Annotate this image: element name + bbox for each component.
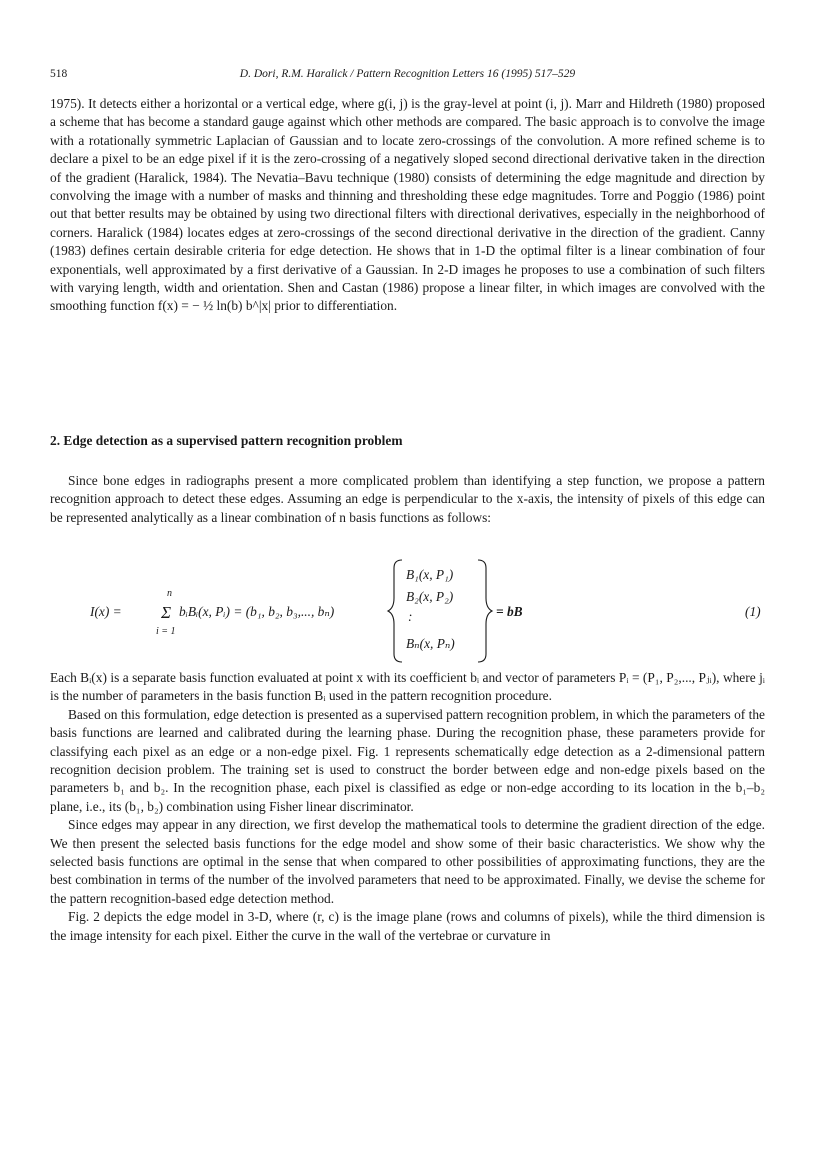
sum-lower-limit: i = 1 bbox=[156, 626, 176, 637]
vector-entry-n: Bₙ(x, Pₙ) bbox=[406, 636, 455, 651]
paragraph-basis-definition: Each Bᵢ(x) is a separate basis function evaluated at point x with its coefficient bᵢ and vector of parameters Pᵢ = (P₁, P₂,..., Pⱼᵢ), where jᵢ is the number of parameters in the basis function Bᵢ used in the pattern recognition procedure. bbox=[50, 670, 765, 704]
paragraph-supervised: Based on this formulation, edge detection is presented as a supervised pattern recognition problem, in which the parameters of the basis functions are learned and calibrated during the learning phase. During the recognition phase, these parameters provide for classifying each pixel as an edge or a non-edge pixel. Fig. 1 represents schematically edge detection as a 2-dimensional pattern recognition decision problem. The training set is used to construct the border between edge and non-edge pixels based on the parameters b₁ and b₂. In the recognition phase, each pixel is classified as edge or non-edge according to its location in the b₁–b₂ plane, i.e., its (b₁, b₂) combination using Fisher linear discriminator. bbox=[50, 706, 765, 814]
vector-entry-2: B₂(x, P₂) bbox=[406, 589, 454, 604]
intro-paragraph: 1975). It detects either a horizontal or a vertical edge, where g(i, j) is the gray-level at point (i, j). Marr and Hildreth (1980) proposed a scheme that has become a standard gauge against which other methods are compared. The basic approach is to convolve the image with a rotationally symmetric Laplacian of Gaussian and to locate zero-crossings of the convolution. A more refined scheme is to declare a pixel to be an edge pixel if it is the zero-crossing of a negatively sloped second directional derivative taken in the direction of the gradient (Haralick, 1984). The Nevatia–Bavu technique (1980) consists of determining the edge magnitude and direction by convolving the image with a number of masks and thinning and thresholding these edge magnitudes. Torre and Poggio (1986) point out that better results may be obtained by using two directional filters with directional derivatives, especially in the neighborhood of corners. Haralick (1984) locates edges at zero-crossings of the second directional derivative in the direction of the gradient. Canny (1983) defines certain desirable criteria for edge detection. He shows that in 1-D the optimal filter is a linear combination of four exponentials, well approximated by a first derivative of a Gaussian. In 2-D images he proposes to use a combination of such filters with varying length, width and orientation. Shen and Castan (1986) propose a linear filter, in which images are convolved with the smoothing function f(x) = − ½ ln(b) b^|x| prior to differentiation. bbox=[50, 96, 765, 314]
section-heading: 2. Edge detection as a supervised pattern recognition problem bbox=[50, 433, 403, 448]
equation-term: bᵢBᵢ(x, Pᵢ) = (b₁, b₂, b₃,..., bₙ) bbox=[179, 604, 335, 619]
vector-ellipsis: : bbox=[408, 609, 413, 624]
section-paragraph: Since bone edges in radiographs present a more complicated problem than identifying a step function, we propose a pattern recognition approach to detect these edges. Assuming an edge is perpendicular to the x-axis, the intensity of pixels of this edge can be represented analytically as a linear combination of n basis functions as follows: bbox=[50, 473, 765, 525]
equation-rhs: = bB bbox=[496, 604, 523, 619]
vector-left-brace bbox=[388, 560, 402, 662]
vector-right-brace bbox=[478, 560, 492, 662]
sum-symbol: Σ bbox=[161, 603, 172, 622]
sum-upper-limit: n bbox=[167, 588, 172, 599]
body-text-after-equation bbox=[50, 669, 765, 945]
equation-number: (1) bbox=[745, 604, 761, 619]
paragraph-edge-model: Fig. 2 depicts the edge model in 3-D, where (r, c) is the image plane (rows and columns of pixels), while the third dimension is the image intensity for each pixel. Either the curve in the wall of the vertebrae or curvature in bbox=[50, 909, 765, 943]
paragraph-gradient: Since edges may appear in any direction, we first develop the mathematical tools to determine the gradient direction of the edge. We then present the selected basis functions for the edge model and show some of their basic characteristics. We show why the selected basis functions are optimal in the sense that when compared to other possibilities of approximating functions, they are the best combination in terms of the number of the involved parameters that need to be approximated. Finally, we devise the scheme for the pattern recognition-based edge detection method. bbox=[50, 817, 765, 906]
vector-entry-1: B₁(x, P₁) bbox=[406, 567, 454, 582]
equation-lhs: I(x) = bbox=[90, 604, 122, 619]
equation-1 bbox=[50, 556, 765, 666]
page-number: 518 bbox=[50, 68, 68, 80]
journal-reference: D. Dori, R.M. Haralick / Pattern Recognition Letters 16 (1995) 517–529 bbox=[239, 68, 576, 80]
equation-graphic bbox=[50, 556, 765, 666]
